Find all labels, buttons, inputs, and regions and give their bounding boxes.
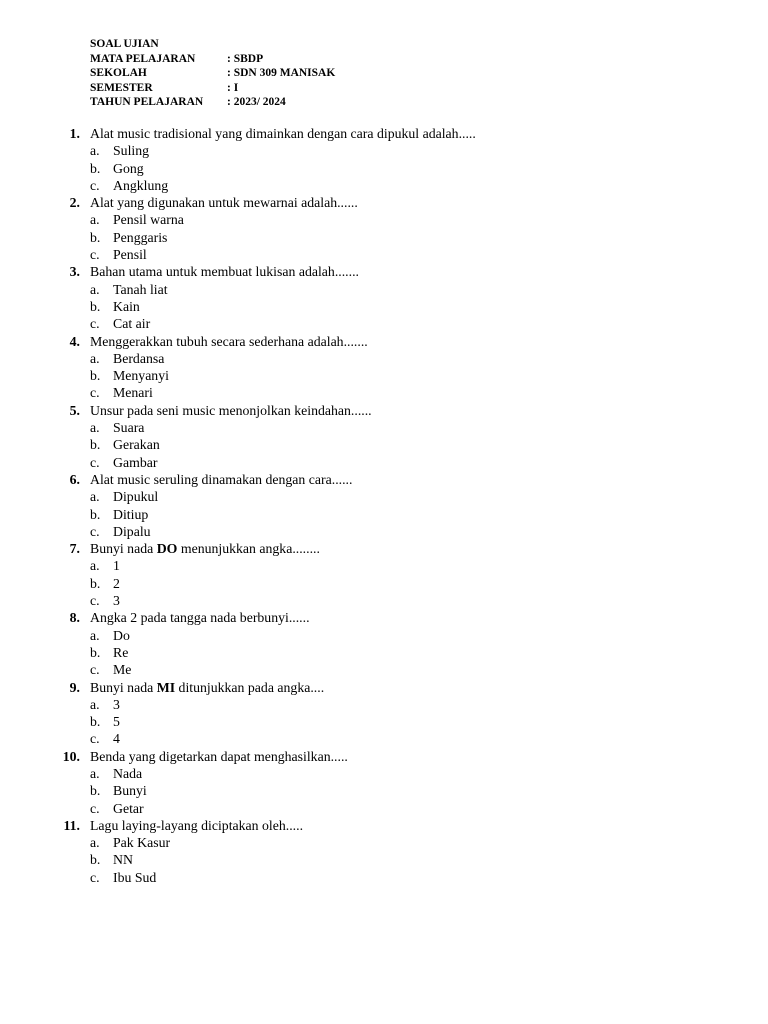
answer-option bbox=[0, 384, 768, 401]
question-4 bbox=[0, 333, 768, 350]
option-text: Berdansa bbox=[113, 350, 165, 366]
question-text bbox=[90, 194, 358, 211]
option-label: b. bbox=[90, 229, 101, 245]
question-3 bbox=[0, 263, 768, 280]
header-value: : SBDP bbox=[227, 52, 264, 65]
option-label: a. bbox=[90, 350, 100, 366]
exam-title-row bbox=[90, 37, 335, 52]
option-label: a. bbox=[90, 627, 100, 643]
option-label: a. bbox=[90, 489, 100, 505]
option-label: b. bbox=[90, 644, 101, 660]
option-text: NN bbox=[113, 852, 133, 868]
option-label: a. bbox=[90, 420, 100, 436]
option-label: c. bbox=[90, 869, 100, 885]
question-6 bbox=[0, 471, 768, 488]
answer-option bbox=[0, 557, 768, 574]
answer-option bbox=[0, 298, 768, 315]
question-number: 4. bbox=[69, 333, 80, 349]
answer-option bbox=[0, 229, 768, 246]
option-text: Suara bbox=[113, 420, 145, 436]
question-list bbox=[0, 125, 768, 886]
header-row-semester bbox=[90, 81, 335, 96]
option-label: b. bbox=[90, 506, 101, 522]
option-label: b. bbox=[90, 575, 101, 591]
answer-option bbox=[0, 454, 768, 471]
answer-option bbox=[0, 661, 768, 678]
question-number: 11. bbox=[63, 817, 80, 833]
option-text: Ibu Sud bbox=[113, 869, 157, 885]
question-text-part: Lagu laying-layang diciptakan oleh..... bbox=[90, 817, 304, 833]
header-label: TAHUN PELAJARAN bbox=[90, 96, 204, 109]
question-number: 8. bbox=[69, 610, 80, 626]
option-text: Kain bbox=[113, 298, 140, 314]
option-text: Gambar bbox=[113, 454, 158, 470]
option-label: c. bbox=[90, 731, 100, 747]
question-text-part: Benda yang digetarkan dapat menghasilkan..... bbox=[90, 748, 348, 764]
question-text-part: Bahan utama untuk membuat lukisan adalah....... bbox=[90, 264, 359, 280]
option-label: b. bbox=[90, 714, 101, 730]
question-8 bbox=[0, 609, 768, 626]
question-11 bbox=[0, 817, 768, 834]
question-number: 2. bbox=[69, 195, 80, 211]
option-label: c. bbox=[90, 385, 100, 401]
header-row-school bbox=[90, 66, 335, 81]
answer-option bbox=[0, 851, 768, 868]
option-text: Bunyi bbox=[113, 783, 147, 799]
question-7 bbox=[0, 540, 768, 557]
answer-option bbox=[0, 436, 768, 453]
question-text bbox=[90, 817, 303, 834]
option-text: Getar bbox=[113, 800, 144, 816]
option-label: c. bbox=[90, 662, 100, 678]
question-number: 9. bbox=[69, 679, 80, 695]
option-label: a. bbox=[90, 765, 100, 781]
question-10 bbox=[0, 748, 768, 765]
answer-option bbox=[0, 523, 768, 540]
question-text-part: Alat music tradisional yang dimainkan dengan cara dipukul adalah..... bbox=[90, 126, 476, 141]
option-label: b. bbox=[90, 298, 101, 314]
question-text bbox=[90, 263, 359, 280]
option-text: 3 bbox=[113, 593, 120, 609]
question-text-emphasis: MI bbox=[156, 679, 176, 695]
header-label: MATA PELAJARAN bbox=[90, 52, 196, 65]
question-text-part: Bunyi nada bbox=[90, 541, 157, 557]
question-text bbox=[90, 540, 320, 557]
answer-option bbox=[0, 177, 768, 194]
question-text-part: Menggerakkan tubuh secara sederhana adalah....... bbox=[90, 333, 368, 349]
option-text: 3 bbox=[113, 696, 120, 712]
question-text bbox=[90, 609, 310, 626]
question-text-emphasis: DO bbox=[156, 541, 178, 557]
option-text: Do bbox=[113, 627, 130, 643]
option-text: Pensil bbox=[113, 247, 147, 263]
option-text: Gerakan bbox=[113, 437, 160, 453]
option-text: Pak Kasur bbox=[113, 835, 171, 851]
header-label: SEKOLAH bbox=[90, 67, 147, 80]
option-label: b. bbox=[90, 368, 101, 384]
question-number: 10. bbox=[62, 748, 80, 764]
answer-option bbox=[0, 142, 768, 159]
answer-option bbox=[0, 800, 768, 817]
option-label: b. bbox=[90, 160, 101, 176]
question-number: 3. bbox=[69, 264, 80, 280]
answer-option bbox=[0, 575, 768, 592]
answer-option bbox=[0, 644, 768, 661]
answer-option bbox=[0, 713, 768, 730]
question-text-part: Alat music seruling dinamakan dengan cara...... bbox=[90, 471, 353, 487]
option-text: Dipukul bbox=[113, 489, 159, 505]
question-text-part: menunjukkan angka........ bbox=[177, 541, 320, 557]
option-label: b. bbox=[90, 783, 101, 799]
header-value: : SDN 309 MANISAK bbox=[227, 67, 336, 80]
option-label: c. bbox=[90, 177, 100, 193]
option-text: Nada bbox=[113, 765, 143, 781]
answer-option bbox=[0, 627, 768, 644]
question-text bbox=[90, 125, 476, 142]
option-label: c. bbox=[90, 247, 100, 263]
answer-option bbox=[0, 367, 768, 384]
option-label: c. bbox=[90, 523, 100, 539]
header-row-subject bbox=[90, 52, 335, 67]
option-label: a. bbox=[90, 835, 100, 851]
answer-option bbox=[0, 488, 768, 505]
option-text: Menari bbox=[113, 385, 153, 401]
option-label: c. bbox=[90, 316, 100, 332]
option-text: Suling bbox=[113, 143, 150, 159]
question-number: 7. bbox=[69, 541, 80, 557]
question-2 bbox=[0, 194, 768, 211]
option-label: b. bbox=[90, 852, 101, 868]
option-label: a. bbox=[90, 281, 100, 297]
answer-option bbox=[0, 696, 768, 713]
answer-option bbox=[0, 782, 768, 799]
option-text: Gong bbox=[113, 160, 144, 176]
question-text bbox=[90, 679, 324, 696]
question-text-part: ditunjukkan pada angka.... bbox=[175, 679, 325, 695]
exam-header bbox=[90, 37, 335, 110]
answer-option bbox=[0, 506, 768, 523]
answer-option bbox=[0, 281, 768, 298]
question-text bbox=[90, 333, 368, 350]
option-text: Dipalu bbox=[113, 523, 151, 539]
exam-title: SOAL UJIAN bbox=[90, 38, 159, 50]
question-9 bbox=[0, 679, 768, 696]
option-text: 2 bbox=[113, 575, 120, 591]
option-label: b. bbox=[90, 437, 101, 453]
answer-option bbox=[0, 160, 768, 177]
answer-option bbox=[0, 869, 768, 886]
option-label: c. bbox=[90, 454, 100, 470]
answer-option bbox=[0, 834, 768, 851]
question-text-part: Alat yang digunakan untuk mewarnai adalah...... bbox=[90, 195, 358, 211]
question-5 bbox=[0, 402, 768, 419]
option-text: Angklung bbox=[113, 177, 169, 193]
header-row-year bbox=[90, 95, 335, 110]
option-text: Menyanyi bbox=[113, 368, 169, 384]
question-text bbox=[90, 748, 348, 765]
answer-option bbox=[0, 419, 768, 436]
option-text: Ditiup bbox=[113, 506, 149, 522]
option-label: a. bbox=[90, 212, 100, 228]
option-text: Pensil warna bbox=[113, 212, 184, 228]
question-1 bbox=[0, 125, 768, 142]
option-label: a. bbox=[90, 143, 100, 159]
answer-option bbox=[0, 246, 768, 263]
option-text: Cat air bbox=[113, 316, 151, 332]
answer-option bbox=[0, 592, 768, 609]
option-label: a. bbox=[90, 696, 100, 712]
header-value: : 2023/ 2024 bbox=[227, 96, 286, 109]
option-label: c. bbox=[90, 800, 100, 816]
question-number: 1. bbox=[69, 126, 80, 141]
question-text-part: Unsur pada seni music menonjolkan keindahan...... bbox=[90, 402, 372, 418]
answer-option bbox=[0, 211, 768, 228]
answer-option bbox=[0, 315, 768, 332]
question-text bbox=[90, 471, 352, 488]
answer-option bbox=[0, 730, 768, 747]
header-value: : I bbox=[227, 81, 239, 94]
option-label: c. bbox=[90, 593, 100, 609]
question-text-part: Angka 2 pada tangga nada berbunyi...... bbox=[90, 610, 310, 626]
option-text: Re bbox=[113, 644, 129, 660]
option-text: 1 bbox=[113, 558, 120, 574]
option-text: Tanah liat bbox=[113, 281, 168, 297]
option-label: a. bbox=[90, 558, 100, 574]
answer-option bbox=[0, 765, 768, 782]
option-text: Me bbox=[113, 662, 132, 678]
question-text-part: Bunyi nada bbox=[90, 679, 157, 695]
question-text bbox=[90, 402, 372, 419]
header-label: SEMESTER bbox=[90, 81, 153, 94]
question-number: 6. bbox=[69, 471, 80, 487]
question-number: 5. bbox=[69, 402, 80, 418]
option-text: Penggaris bbox=[113, 229, 168, 245]
answer-option bbox=[0, 350, 768, 367]
option-text: 5 bbox=[113, 714, 120, 730]
option-text: 4 bbox=[113, 731, 120, 747]
